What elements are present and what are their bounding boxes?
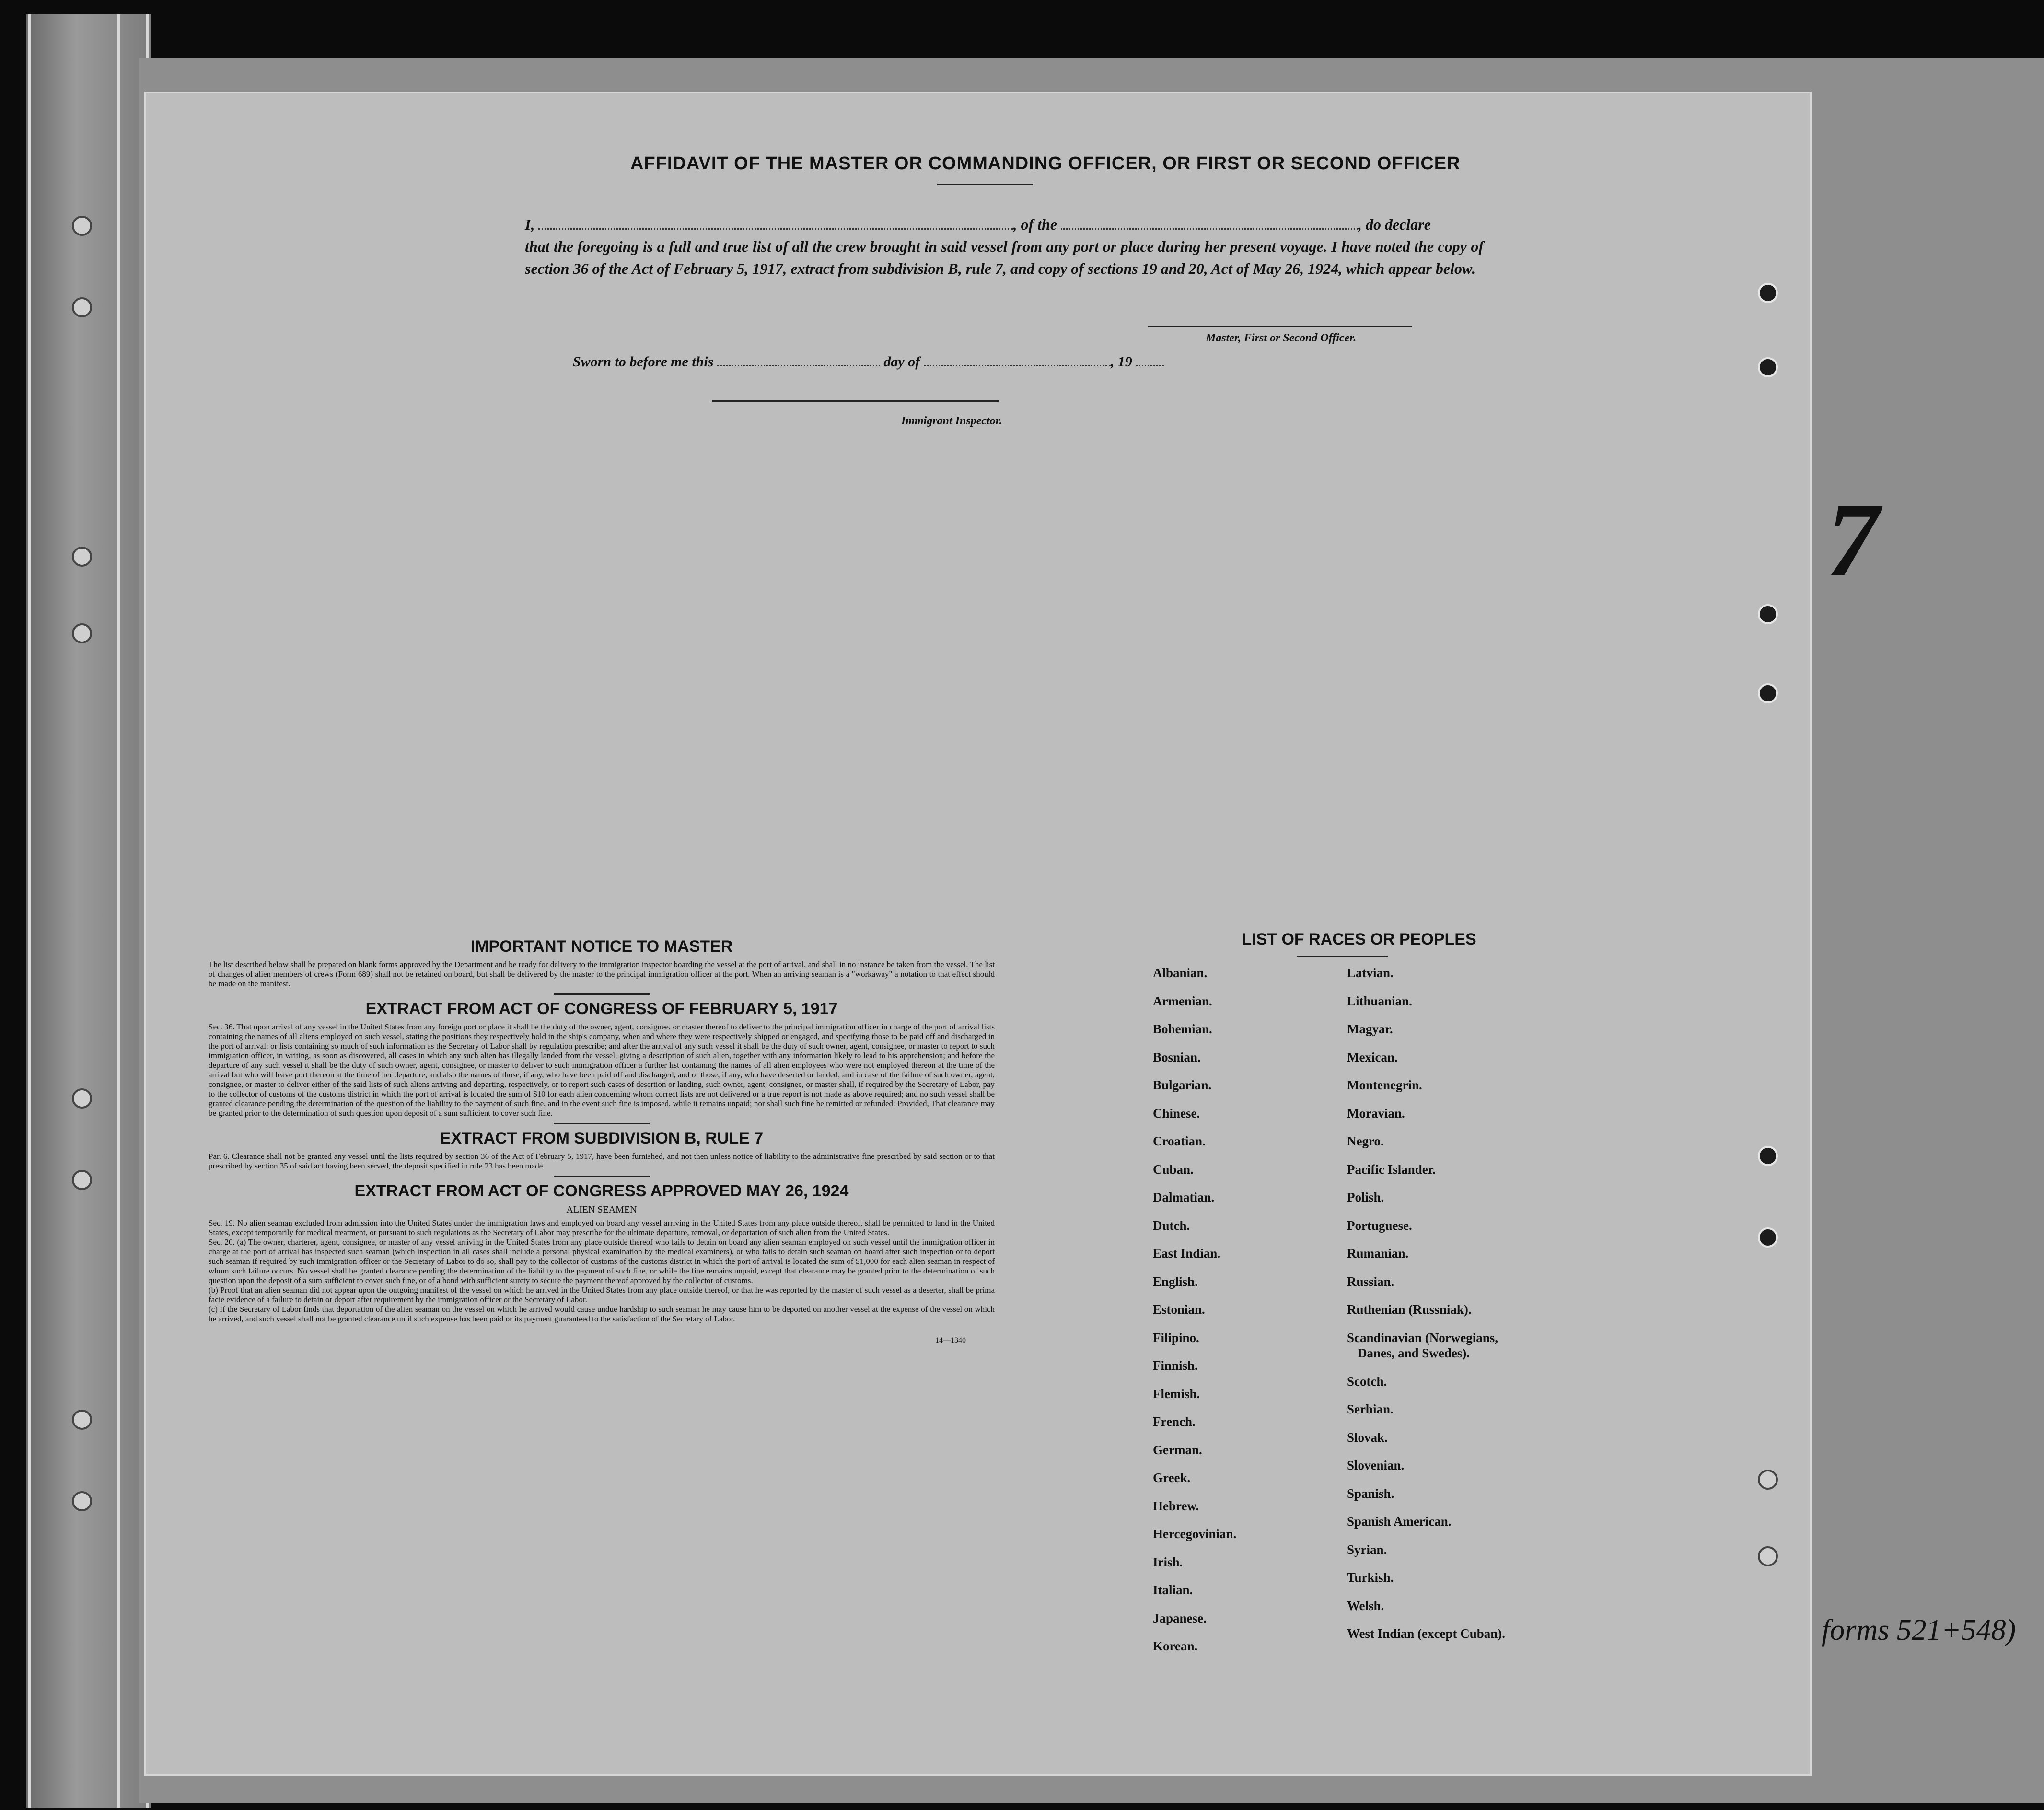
extract3-sec20a: Sec. 20. (a) The owner, charterer, agent, consignee, or master of any vessel arriving in the United States from any place outside thereof who fails to detain on board any alien seaman employed on such vessel until the immigration officer in charge at the port of arrival has inspected such seaman (which inspection in all cases shall include a personal physical examination by the medical examiners), or who fails to detain such seaman on board after such inspection or to deport such seaman if required by such immigration officer or the Secretary of Labor to do so, shall pay to the collector of customs of the customs district in which the port of arrival is located the sum of $1,000 for each alien seaman in respect of whom such failure occurs. No vessel shall be granted clearance pending the determination of the liability to the payment of such fine, or while the fine remains unpaid, except that clearance may be granted prior to the determination of such question upon the deposit of a sum sufficient to cover such fine, or of a bond with sufficient surety to secure the payment thereof approved by the collector of customs.: [209, 1238, 995, 1285]
binder-ring-icon: [72, 216, 92, 236]
race-list-item: East Indian.: [1153, 1246, 1221, 1261]
extract2-text: Par. 6. Clearance shall not be granted any vessel until the lists required by section 36 of the Act of February 5, 1917, have been furnished, and not then unless notice of liability to the administrative fine prescribed by said section or to that prescribed by section 35 of said act having been served, the deposit specified in rule 23 has been made.: [209, 1152, 995, 1170]
race-list-item: Finnish.: [1153, 1358, 1198, 1373]
race-list-item: Chinese.: [1153, 1106, 1200, 1121]
races-section: [1153, 930, 1584, 1653]
race-list-item: Croatian.: [1153, 1134, 1206, 1148]
race-list-item: Danes, and Swedes).: [1358, 1346, 1470, 1360]
race-list-item: Portuguese.: [1347, 1218, 1412, 1233]
race-list-item: Pacific Islander.: [1347, 1162, 1436, 1177]
race-list-item: Rumanian.: [1347, 1246, 1409, 1261]
race-list-item: Italian.: [1153, 1583, 1193, 1597]
race-list-item: German.: [1153, 1442, 1202, 1457]
binder-ring-icon: [72, 1410, 92, 1430]
extract3-sec19: Sec. 19. No alien seaman excluded from admission into the United States under the immigration laws and employed on board any vessel arriving in the United States from any place outside thereof, shall be permitted to land in the United States, except temporarily for medical treatment, or pursuant to such regulations as the Secretary of Labor may prescribe for the ultimate departure, removal, or deportation of such alien from the United States.: [209, 1218, 995, 1237]
race-list-item: Dutch.: [1153, 1218, 1190, 1233]
binder-ring-icon: [72, 297, 92, 317]
affidavit-title: AFFIDAVIT OF THE MASTER OR COMMANDING OFFICER, OR FIRST OR SECOND OFFICER: [630, 153, 1461, 174]
race-list-item: Armenian.: [1153, 993, 1212, 1008]
race-list-item: Korean.: [1153, 1639, 1198, 1653]
title-divider: [937, 184, 1033, 185]
officer-name-field[interactable]: [538, 216, 1013, 230]
notice-text: The list described below shall be prepared on blank forms approved by the Department and be ready for delivery to the immigration inspector boarding the vessel at the port of arrival, and shall in no instance be taken from the vessel. The list of changes of alien members of crews (Form 689) shall not be retained on board, but shall be delivered by the master to the principal immigration officer at the port. When an arriving seaman is a "workaway" a notation to that effect should be made on the manifest.: [209, 960, 995, 988]
declaration-body: that the foregoing is a full and true list of all the crew brought in said vessel from any port or place during her present voyage. I have noted the copy of section 36 of the Act of February 5, 1917, extract from subdivision B, rule 7, and copy of sections 19 and 20, Act of May 26, 1924, which appear below.: [525, 238, 1484, 277]
race-list-item: Filipino.: [1153, 1330, 1199, 1345]
binder-ring-icon: [72, 623, 92, 643]
notice-title: IMPORTANT NOTICE TO MASTER: [470, 937, 733, 956]
race-list-item: Estonian.: [1153, 1302, 1205, 1317]
race-list-item: Latvian.: [1347, 966, 1394, 980]
inspector-signature-label: Immigrant Inspector.: [901, 415, 1002, 427]
race-list-item: Albanian.: [1153, 966, 1208, 980]
sworn-day-label: day of: [883, 354, 920, 370]
race-list-item: Lithuanian.: [1347, 993, 1412, 1008]
race-list-item: Flemish.: [1153, 1386, 1200, 1401]
race-list-item: Scotch.: [1347, 1374, 1387, 1389]
extract2-title: EXTRACT FROM SUBDIVISION B, RULE 7: [440, 1129, 764, 1147]
races-column-b: [1347, 966, 1505, 1655]
handwritten-forms-note: forms 521+548): [1822, 1614, 2016, 1647]
race-list-item: French.: [1153, 1414, 1196, 1429]
master-signature-field[interactable]: [1148, 326, 1412, 327]
inspector-signature-field[interactable]: [712, 400, 999, 402]
sworn-prefix: Sworn to before me this: [573, 354, 714, 370]
race-list-item: Hercegovinian.: [1153, 1527, 1237, 1541]
race-list-item: Bosnian.: [1153, 1050, 1201, 1064]
master-signature-label: Master, First or Second Officer.: [1206, 332, 1357, 344]
race-list-item: Russian.: [1347, 1274, 1394, 1289]
extract3-sec20c: (c) If the Secretary of Labor finds that deportation of the alien seaman on the vessel on which he arrived would cause undue hardship to such seaman he may cause him to be deported on another vessel at the expense of the vessel on which he arrived, and such vessel shall not be granted clearance until such expense has been paid or its payment guaranteed to the satisfaction of the Secretary of Labor.: [209, 1305, 995, 1323]
binder-strip: [26, 14, 151, 1808]
affidavit-page: [146, 93, 1810, 1774]
race-list-item: Serbian.: [1347, 1402, 1394, 1416]
race-list-item: English.: [1153, 1274, 1198, 1289]
declaration-prefix: I,: [525, 216, 535, 233]
race-list-item: Negro.: [1347, 1134, 1384, 1148]
punch-hole-icon: [1758, 683, 1778, 703]
sworn-year-field[interactable]: [1136, 352, 1164, 366]
race-list-item: West Indian (except Cuban).: [1347, 1626, 1506, 1641]
race-list-item: Bohemian.: [1153, 1022, 1212, 1036]
sworn-year-label: , 19: [1110, 354, 1132, 370]
race-list-item: Welsh.: [1347, 1598, 1384, 1613]
extract1-text: Sec. 36. That upon arrival of any vessel in the United States from any foreign port or place it shall be the duty of the owner, agent, consignee, or master thereof to deliver to the principal immigration officer in charge of the port of arrival lists containing the names of all aliens employed on such vessel, stating the positions they respectively hold in the ship's company, when and where they were respectively shipped or engaged, and specifying those to be paid off and discharged in the port of arrival; or lists containing so much of such information as the Secretary of Labor shall by regulation prescribe; and after the arrival of any such vessel it shall be the duty of such owner, agent, consignee, or master to report to such immigration officer, in writing, as soon as discovered, all cases in which any such alien has illegally landed from the vessel, giving a description of such alien, together with any information likely to lead to his apprehension; and before the departure of any such vessel it shall be the duty of such owner, agent, consignee, or master to deliver to such immigration officer a further list containing the names of all alien employees who were not employed thereon at the time of the arrival but who will leave port thereon at the time of her departure, and also the names of those, if any, who have been paid off and discharged, and of those, if any, who have deserted or landed; and in case of the failure of such owner, agent, consignee, or master to deliver either of the said lists of such aliens arriving and departing, respectively, or to report such cases of desertion or landing, such owner, agent, consignee, or master shall, if required by the Secretary of Labor, pay to the collector of customs of the customs district in which the port of arrival is located the sum of $10 for each alien concerning whom correct lists are not delivered or a true report is not made as above required; and no such vessel shall be granted clearance pending the determination of the question of the liability to the payment of such fine, and in the event such fine is imposed, while it remains unpaid; nor shall such fine be remitted or refunded: Provided, That clearance may be granted prior to the determination of such question upon deposit of a sum sufficient to cover such fine.: [209, 1022, 995, 1118]
race-list-item: Spanish.: [1347, 1486, 1394, 1501]
punch-hole-icon: [1758, 1470, 1778, 1490]
race-list-item: Slovak.: [1347, 1430, 1388, 1445]
punch-hole-icon: [1758, 283, 1778, 303]
race-list-item: Moravian.: [1347, 1106, 1405, 1121]
punch-hole-icon: [1758, 1227, 1778, 1248]
race-list-item: Hebrew.: [1153, 1498, 1199, 1513]
binder-ring-icon: [72, 1491, 92, 1511]
declaration-mid: , of the: [1013, 216, 1057, 233]
race-list-item: Ruthenian (Russniak).: [1347, 1302, 1472, 1317]
section-divider: [554, 993, 650, 995]
race-list-item: Spanish American.: [1347, 1514, 1452, 1529]
binder-ring-icon: [72, 1088, 92, 1109]
punch-hole-icon: [1758, 1146, 1778, 1166]
vessel-name-field[interactable]: [1061, 216, 1358, 230]
binder-ring-icon: [72, 1170, 92, 1190]
race-list-item: Bulgarian.: [1153, 1078, 1212, 1092]
affidavit-declaration: [525, 213, 1484, 280]
extract3-sec20b: (b) Proof that an alien seaman did not appear upon the outgoing manifest of the vessel on which he arrived in the United States from any place outside thereof, or that he was reported by the master of such vessel as a deserter, shall be prima facie evidence of a failure to detain or deport after requirement by the immigration officer or the Secretary of Labor.: [209, 1285, 995, 1304]
extract3-title: EXTRACT FROM ACT OF CONGRESS APPROVED MAY 26, 1924: [354, 1182, 849, 1200]
races-column-a: [1153, 966, 1236, 1667]
races-divider: [1297, 956, 1388, 957]
race-list-item: Polish.: [1347, 1190, 1384, 1204]
binder-ring-icon: [72, 547, 92, 567]
race-list-item: Japanese.: [1153, 1611, 1207, 1625]
race-list-item: Turkish.: [1347, 1570, 1394, 1585]
handwritten-mark: 7: [1826, 481, 1879, 598]
extract1-title: EXTRACT FROM ACT OF CONGRESS OF FEBRUARY 5, 1917: [365, 1000, 838, 1018]
section-divider: [554, 1123, 650, 1124]
race-list-item: Dalmatian.: [1153, 1190, 1215, 1204]
sworn-month-field[interactable]: [924, 352, 1111, 366]
punch-hole-icon: [1758, 604, 1778, 624]
race-list-item: Slovenian.: [1347, 1458, 1405, 1472]
race-list-item: Montenegrin.: [1347, 1078, 1422, 1092]
sworn-day-field[interactable]: [717, 352, 880, 366]
sworn-line: [573, 352, 1164, 370]
race-list-item: Magyar.: [1347, 1022, 1393, 1036]
races-title: LIST OF RACES OR PEOPLES: [1242, 930, 1476, 948]
race-list-item: Mexican.: [1347, 1050, 1398, 1064]
race-list-item: Cuban.: [1153, 1162, 1194, 1177]
extract3-subtitle: ALIEN SEAMEN: [566, 1204, 637, 1215]
declaration-suffix: , do declare: [1358, 216, 1431, 233]
race-list-item: Irish.: [1153, 1554, 1183, 1569]
section-divider: [554, 1176, 650, 1177]
race-list-item: Greek.: [1153, 1471, 1191, 1485]
form-number: 14—1340: [935, 1336, 966, 1344]
notice-section: [209, 933, 995, 1345]
punch-hole-icon: [1758, 357, 1778, 377]
punch-hole-icon: [1758, 1546, 1778, 1566]
race-list-item: Syrian.: [1347, 1542, 1387, 1557]
race-list-item: Scandinavian (Norwegians,: [1347, 1330, 1498, 1345]
